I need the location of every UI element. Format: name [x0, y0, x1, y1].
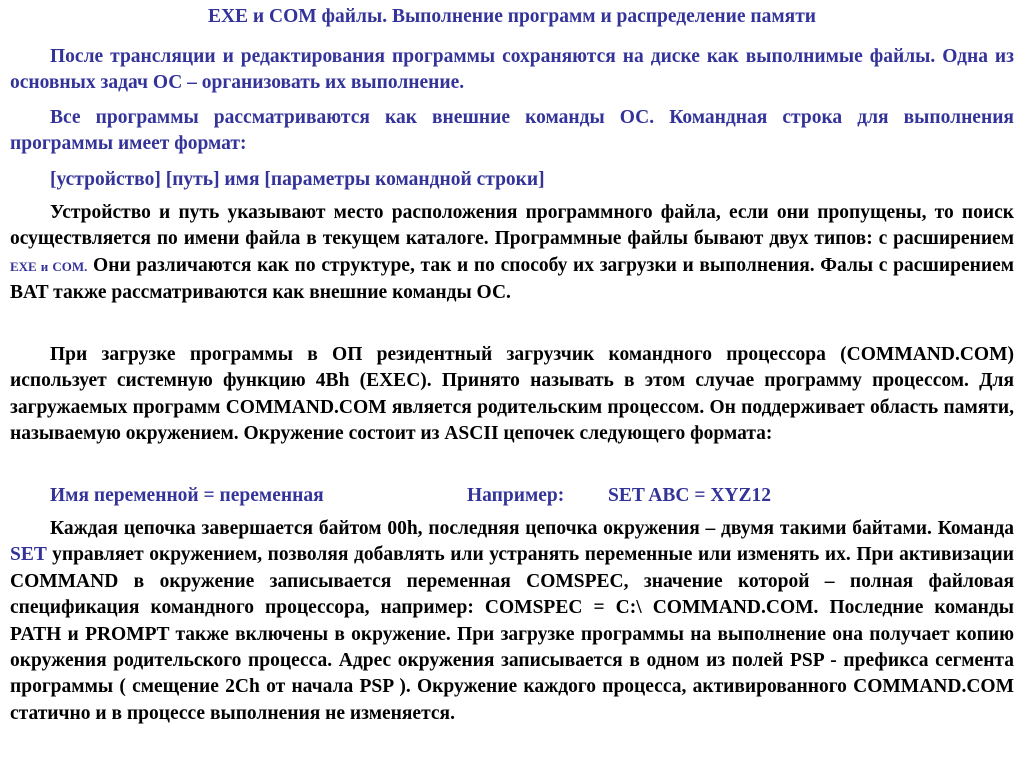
- environment-text-a: Каждая цепочка завершается байтом 00h, последняя цепочка окружения – двумя такими байтами. Команда: [50, 518, 1014, 539]
- command-line-format: [устройство] [путь] имя [параметры командной строки]: [50, 169, 545, 190]
- paragraph-loading: При загрузке программы в ОП резидентный загрузчик командного процессора (COMMAND.COM) использует системную функцию 4Bh (EXEC). Принято называть в этом случае программу процессом. Для загружаемых программ COMMAND.COM является родительским процессом. Он поддерживает область памяти, называемую окружением. Окружение состоит из ASCII цепочек следующего формата:: [10, 344, 1014, 445]
- example-label: Например:: [467, 485, 565, 506]
- paragraph-file-types: [10, 200, 1014, 307]
- paragraph-environment: [10, 516, 1014, 727]
- page-title: EXE и COM файлы. Выполнение программ и распределение памяти: [207, 6, 817, 27]
- paragraph-external-commands: Все программы рассматриваются как внешние команды ОС. Командная строка для выполнения программы имеет формат:: [10, 107, 1014, 155]
- file-types-text-b: Они различаются как по структуре, так и по способу их загрузки и выполнения. Фалы с расширением BAT также рассматриваются как внешние команды ОС.: [10, 254, 1015, 304]
- set-command: SET: [10, 544, 47, 566]
- environment-format: Имя переменной = переменная: [50, 485, 324, 506]
- example-value: SET ABC = XYZ12: [608, 485, 772, 506]
- environment-text-b: управляет окружением, позволяя добавлять или устранять переменные или изменять их. При активизации COMMAND в окружение записывается переменная COMSPEC, значение которой – полная файловая спецификация командного процессора, например: COMSPEC = C:\ COMMAND.COM. Последние команды PATH и PROMPT также включены в окружение. При загрузке программы на выполнение она получает копию окружения родительского процесса. Адрес окружения записывается в одном из полей PSP - префикса сегмента программы ( смещение 2Ch от начала PSP ). Окружение каждого процесса, активированного COMMAND.COM статично и в процессе выполнения не изменяется.: [10, 544, 1014, 724]
- paragraph-intro: После трансляции и редактирования программы сохраняются на диске как выполнимые файлы. Одна из основных задач ОС – организовать их выполнение.: [10, 46, 1014, 94]
- file-extensions: EXE и COM.: [10, 258, 88, 274]
- file-types-text-a: Устройство и путь указывают место расположения программного файла, если они пропущены, то поиск осуществляется по имени файла в текущем каталоге. Программные файлы бывают двух типов: с расширением: [10, 202, 1014, 250]
